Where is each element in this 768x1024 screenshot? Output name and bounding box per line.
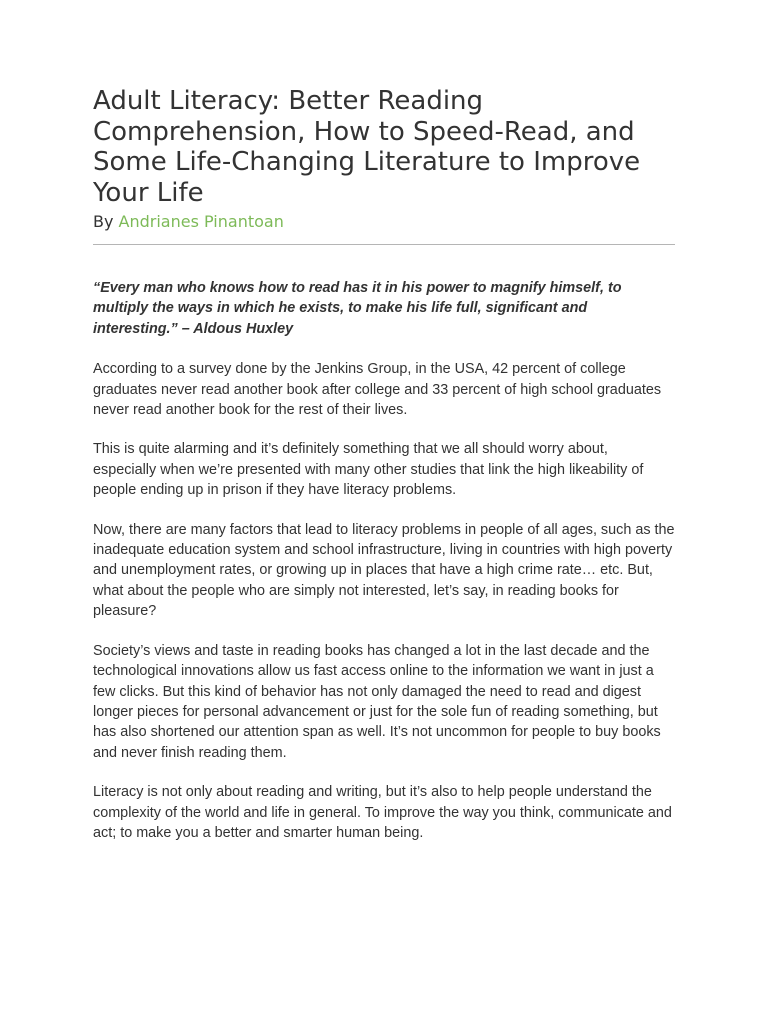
byline bbox=[93, 211, 675, 233]
body-paragraph-3: Now, there are many factors that lead to literacy problems in people of all ages, such as the inadequate education system and school infrastructure, living in countries with high poverty and unemployment rates, or growing up in places that have a high crime rate… etc. But, what about the people who are simply not interested, let’s say, in reading books for pleasure? bbox=[93, 521, 675, 620]
author-link[interactable]: Andrianes Pinantoan bbox=[118, 212, 284, 231]
body-paragraph-1: According to a survey done by the Jenkins Group, in the USA, 42 percent of college graduates never read another book after college and 33 percent of high school graduates never read another book for the rest of their lives. bbox=[93, 361, 662, 419]
byline-prefix: By bbox=[93, 212, 119, 231]
body-paragraph-5: Literacy is not only about reading and writing, but it’s also to help people understand the complexity of the world and life in general. To improve the way you think, communicate and act; to make you a better and smarter human being. bbox=[93, 784, 672, 841]
article-title: Adult Literacy: Better Reading Comprehension, How to Speed-Read, and Some Life-Changing Literature to Improve Your Life bbox=[93, 86, 641, 208]
body-paragraph-4: Society’s views and taste in reading books has changed a lot in the last decade and the technological innovations allow us fast access online to the information we want in just a few clicks. But this kind of behavior has not only damaged the need to read and digest longer pieces for personal advancement or just for the sole fun of reading something, but has also shortened our attention span as well. It’s not uncommon for people to buy books and never finish reading them. bbox=[93, 642, 661, 761]
body-paragraph-2: This is quite alarming and it’s definitely something that we all should worry about, especially when we’re presented with many other studies that link the high likeability of people ending up in prison if they have literacy problems. bbox=[93, 441, 644, 499]
title-divider bbox=[93, 244, 675, 245]
opening-quote: “Every man who knows how to read has it in his power to magnify himself, to multiply the ways in which he exists, to make his life full, significant and interesting.” – Aldous Huxley bbox=[93, 280, 622, 337]
